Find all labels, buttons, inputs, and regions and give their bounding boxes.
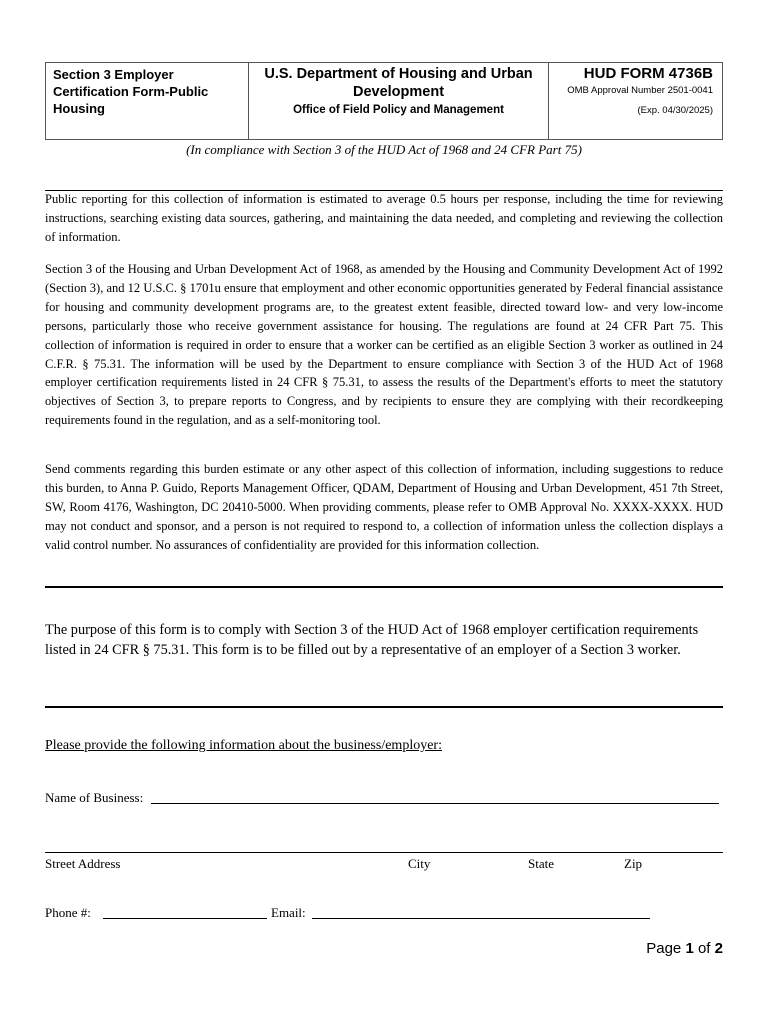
address-input[interactable] xyxy=(45,852,723,853)
email-input[interactable] xyxy=(312,918,650,919)
expiration-date: (Exp. 04/30/2025) xyxy=(637,105,713,116)
city-label: City xyxy=(408,856,431,871)
form-id-block xyxy=(549,63,722,139)
form-header xyxy=(45,62,723,140)
purpose-paragraph: The purpose of this form is to comply with Section 3 of the HUD Act of 1968 employer certification requirements listed in 24 CFR § 75.31. This form is to be filled out by a representative of an employer of a Section 3 worker. xyxy=(45,622,699,658)
office-name: Office of Field Policy and Management xyxy=(293,104,504,116)
street-address-label: Street Address xyxy=(45,856,121,871)
page-indicator xyxy=(646,940,723,957)
compliance-note: (In compliance with Section 3 of the HUD Act of 1968 and 24 CFR Part 75) xyxy=(186,142,582,157)
current-page: 1 xyxy=(685,940,694,957)
instructions-heading: Please provide the following information about the business/employer: xyxy=(45,738,442,753)
form-number: HUD FORM 4736B xyxy=(583,65,713,82)
omb-approval: OMB Approval Number 2501-0041 xyxy=(567,85,713,96)
name-of-business-input[interactable] xyxy=(151,803,719,804)
page-of: of xyxy=(697,940,711,957)
section-divider xyxy=(45,586,723,588)
name-of-business-label: Name of Business: xyxy=(45,790,144,805)
agency-block xyxy=(249,63,549,139)
total-pages: 2 xyxy=(714,940,723,957)
zip-label: Zip xyxy=(624,856,643,871)
email-label: Email: xyxy=(271,905,306,920)
state-label: State xyxy=(528,856,554,871)
phone-input[interactable] xyxy=(103,918,267,919)
page-prefix: Page xyxy=(646,940,682,957)
form-title: Section 3 Employer Certification Form-Public Housing xyxy=(46,63,249,139)
burden-paragraph: Public reporting for this collection of information is estimated to average 0.5 hours per response, including the time for reviewing instructions, searching existing data sources, gathering, and maintaining the data needed, and completing and reviewing the collection of information. xyxy=(45,192,723,244)
comments-paragraph: Send comments regarding this burden estimate or any other aspect of this collection of information, including suggestions to reduce this burden, to Anna P. Guido, Reports Management Officer, QDAM, Department of Housing and Urban Development, 451 7th Street, SW, Room 4176, Washington, DC 20410-5000. When providing comments, please refer to OMB Approval No. XXXX-XXXX. HUD may not conduct and sponsor, and a person is not required to respond to, a collection of information unless the collection displays a valid control number. No assurances of confidentiality are provided for this information collection. xyxy=(45,462,723,552)
agency-name: U.S. Department of Housing and Urban Development xyxy=(264,66,533,100)
section3-paragraph: Section 3 of the Housing and Urban Development Act of 1968, as amended by the Housing and Community Development Act of 1992 (Section 3), and 12 U.S.C. § 1701u ensure that employment and other economic opportunities generated by Federal financial assistance for housing and community development programs are, to the greatest extent feasible, directed toward low- and very low-income persons, particularly those who receive government assistance for housing. The regulations are found at 24 CFR Part 75. This collection of information is required in order to ensure that a worker can be certified as an eligible Section 3 worker as outlined in 24 C.F.R. § 75.31. The information will be used by the Department to ensure compliance with Section 3 of the HUD Act of 1968 employer certification requirements listed in 24 CFR § 75.31, to assess the results of the Department's efforts to meet the statutory objectives of Section 3, to prepare reports to Congress, and by recipients to ensure they are complying with their recordkeeping requirements found in the regulation, and as a self-monitoring tool. xyxy=(45,262,723,428)
phone-label: Phone #: xyxy=(45,905,91,920)
section-divider xyxy=(45,706,723,708)
